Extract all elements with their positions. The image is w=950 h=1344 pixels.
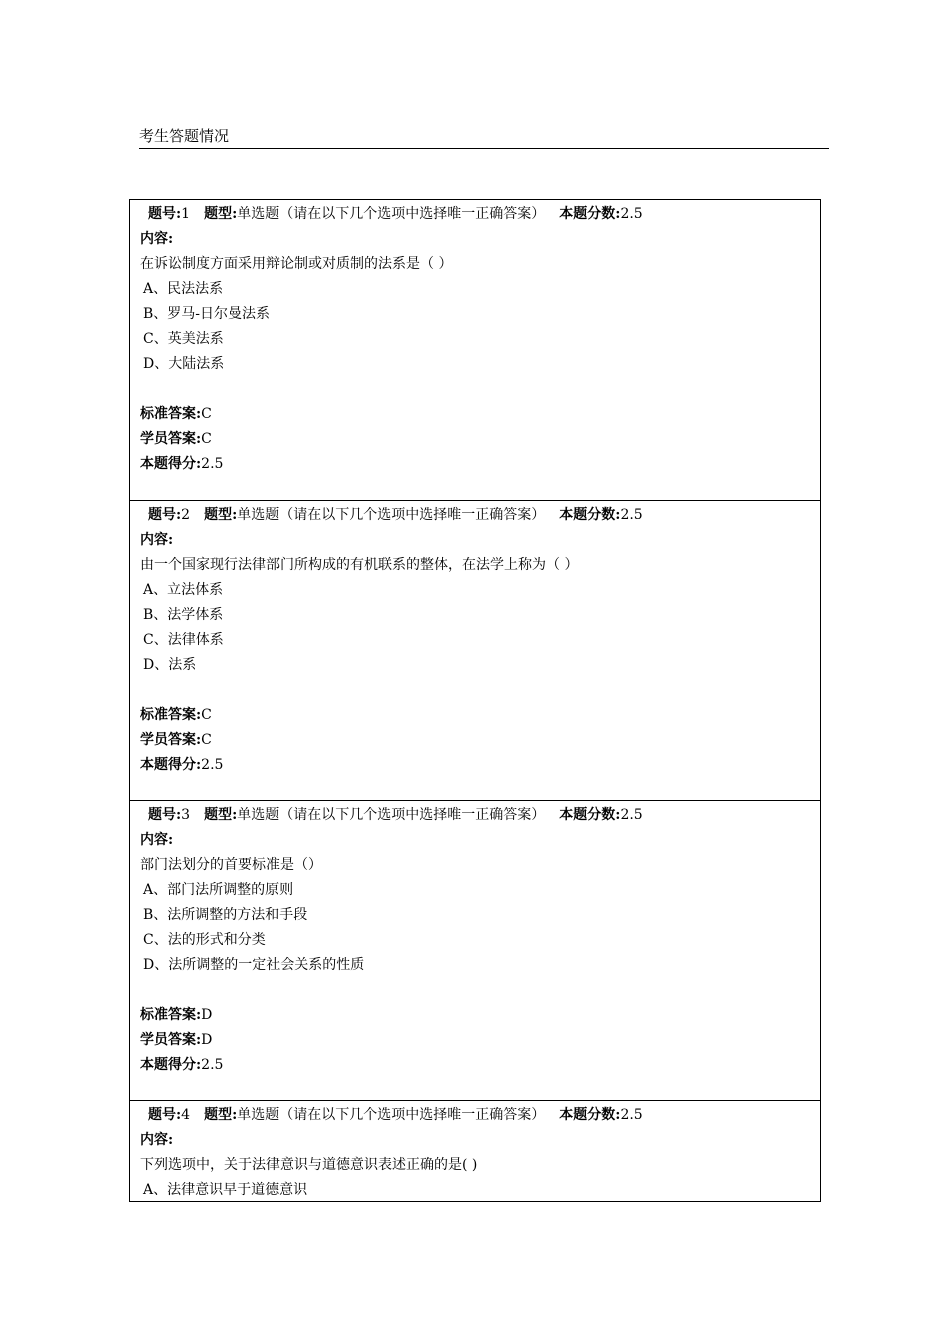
question-header xyxy=(140,202,820,227)
page-title: 考生答题情况 xyxy=(139,126,829,149)
earned-score: 本题得分:2.5 xyxy=(140,456,224,472)
question-card xyxy=(130,200,820,500)
student-answer: 学员答案:D xyxy=(140,1032,213,1048)
score-label: 本题分数: xyxy=(559,1107,621,1123)
question-score: 2.5 xyxy=(620,206,643,222)
option-d: D、大陆法系 xyxy=(143,356,225,372)
number-label: 题号: xyxy=(148,807,182,823)
number-label: 题号: xyxy=(148,206,182,222)
option-a: A、立法体系 xyxy=(143,582,224,598)
question-number: 4 xyxy=(181,1107,191,1123)
question-header xyxy=(140,1103,820,1128)
question-type: 单选题（请在以下几个选项中选择唯一正确答案） xyxy=(237,206,546,222)
earned-score: 本题得分:2.5 xyxy=(140,1057,224,1073)
standard-answer: 标准答案:C xyxy=(140,406,212,422)
type-label: 题型: xyxy=(204,507,238,523)
option-d: D、法所调整的一定社会关系的性质 xyxy=(143,957,365,973)
standard-answer: 标准答案:C xyxy=(140,707,212,723)
question-score: 2.5 xyxy=(620,807,643,823)
question-type: 单选题（请在以下几个选项中选择唯一正确答案） xyxy=(237,807,546,823)
option-a: A、民法法系 xyxy=(143,281,224,297)
option-b: B、法所调整的方法和手段 xyxy=(143,907,308,923)
question-score: 2.5 xyxy=(620,1107,643,1123)
option-a: A、法律意识早于道德意识 xyxy=(143,1182,308,1198)
question-header xyxy=(140,503,820,528)
student-answer: 学员答案:C xyxy=(140,431,212,447)
option-d: D、法系 xyxy=(143,657,197,673)
question-text: 部门法划分的首要标准是（） xyxy=(140,857,322,873)
question-type: 单选题（请在以下几个选项中选择唯一正确答案） xyxy=(237,1107,546,1123)
question-type: 单选题（请在以下几个选项中选择唯一正确答案） xyxy=(237,507,546,523)
type-label: 题型: xyxy=(204,807,238,823)
option-c: C、法律体系 xyxy=(143,632,224,648)
option-c: C、法的形式和分类 xyxy=(143,932,266,948)
question-number: 2 xyxy=(181,507,191,523)
option-a: A、部门法所调整的原则 xyxy=(143,882,294,898)
content-label: 内容: xyxy=(140,532,174,548)
score-label: 本题分数: xyxy=(559,206,621,222)
question-card xyxy=(130,500,820,800)
content-label: 内容: xyxy=(140,832,174,848)
question-header xyxy=(140,803,820,828)
option-b: B、法学体系 xyxy=(143,607,224,623)
question-number: 1 xyxy=(181,206,191,222)
type-label: 题型: xyxy=(204,206,238,222)
question-list xyxy=(129,199,821,1202)
content-label: 内容: xyxy=(140,231,174,247)
question-text: 在诉讼制度方面采用辩论制或对质制的法系是（ ） xyxy=(140,256,453,272)
question-card xyxy=(130,1100,820,1201)
type-label: 题型: xyxy=(204,1107,238,1123)
earned-score: 本题得分:2.5 xyxy=(140,757,224,773)
question-card xyxy=(130,800,820,1100)
standard-answer: 标准答案:D xyxy=(140,1007,213,1023)
question-number: 3 xyxy=(181,807,191,823)
score-label: 本题分数: xyxy=(559,507,621,523)
option-b: B、罗马-日尔曼法系 xyxy=(143,306,271,322)
option-c: C、英美法系 xyxy=(143,331,224,347)
question-text: 由一个国家现行法律部门所构成的有机联系的整体，在法学上称为（ ） xyxy=(140,557,579,573)
score-label: 本题分数: xyxy=(559,807,621,823)
content-label: 内容: xyxy=(140,1132,174,1148)
number-label: 题号: xyxy=(148,507,182,523)
question-score: 2.5 xyxy=(620,507,643,523)
number-label: 题号: xyxy=(148,1107,182,1123)
student-answer: 学员答案:C xyxy=(140,732,212,748)
question-text: 下列选项中，关于法律意识与道德意识表述正确的是( ) xyxy=(140,1157,478,1173)
